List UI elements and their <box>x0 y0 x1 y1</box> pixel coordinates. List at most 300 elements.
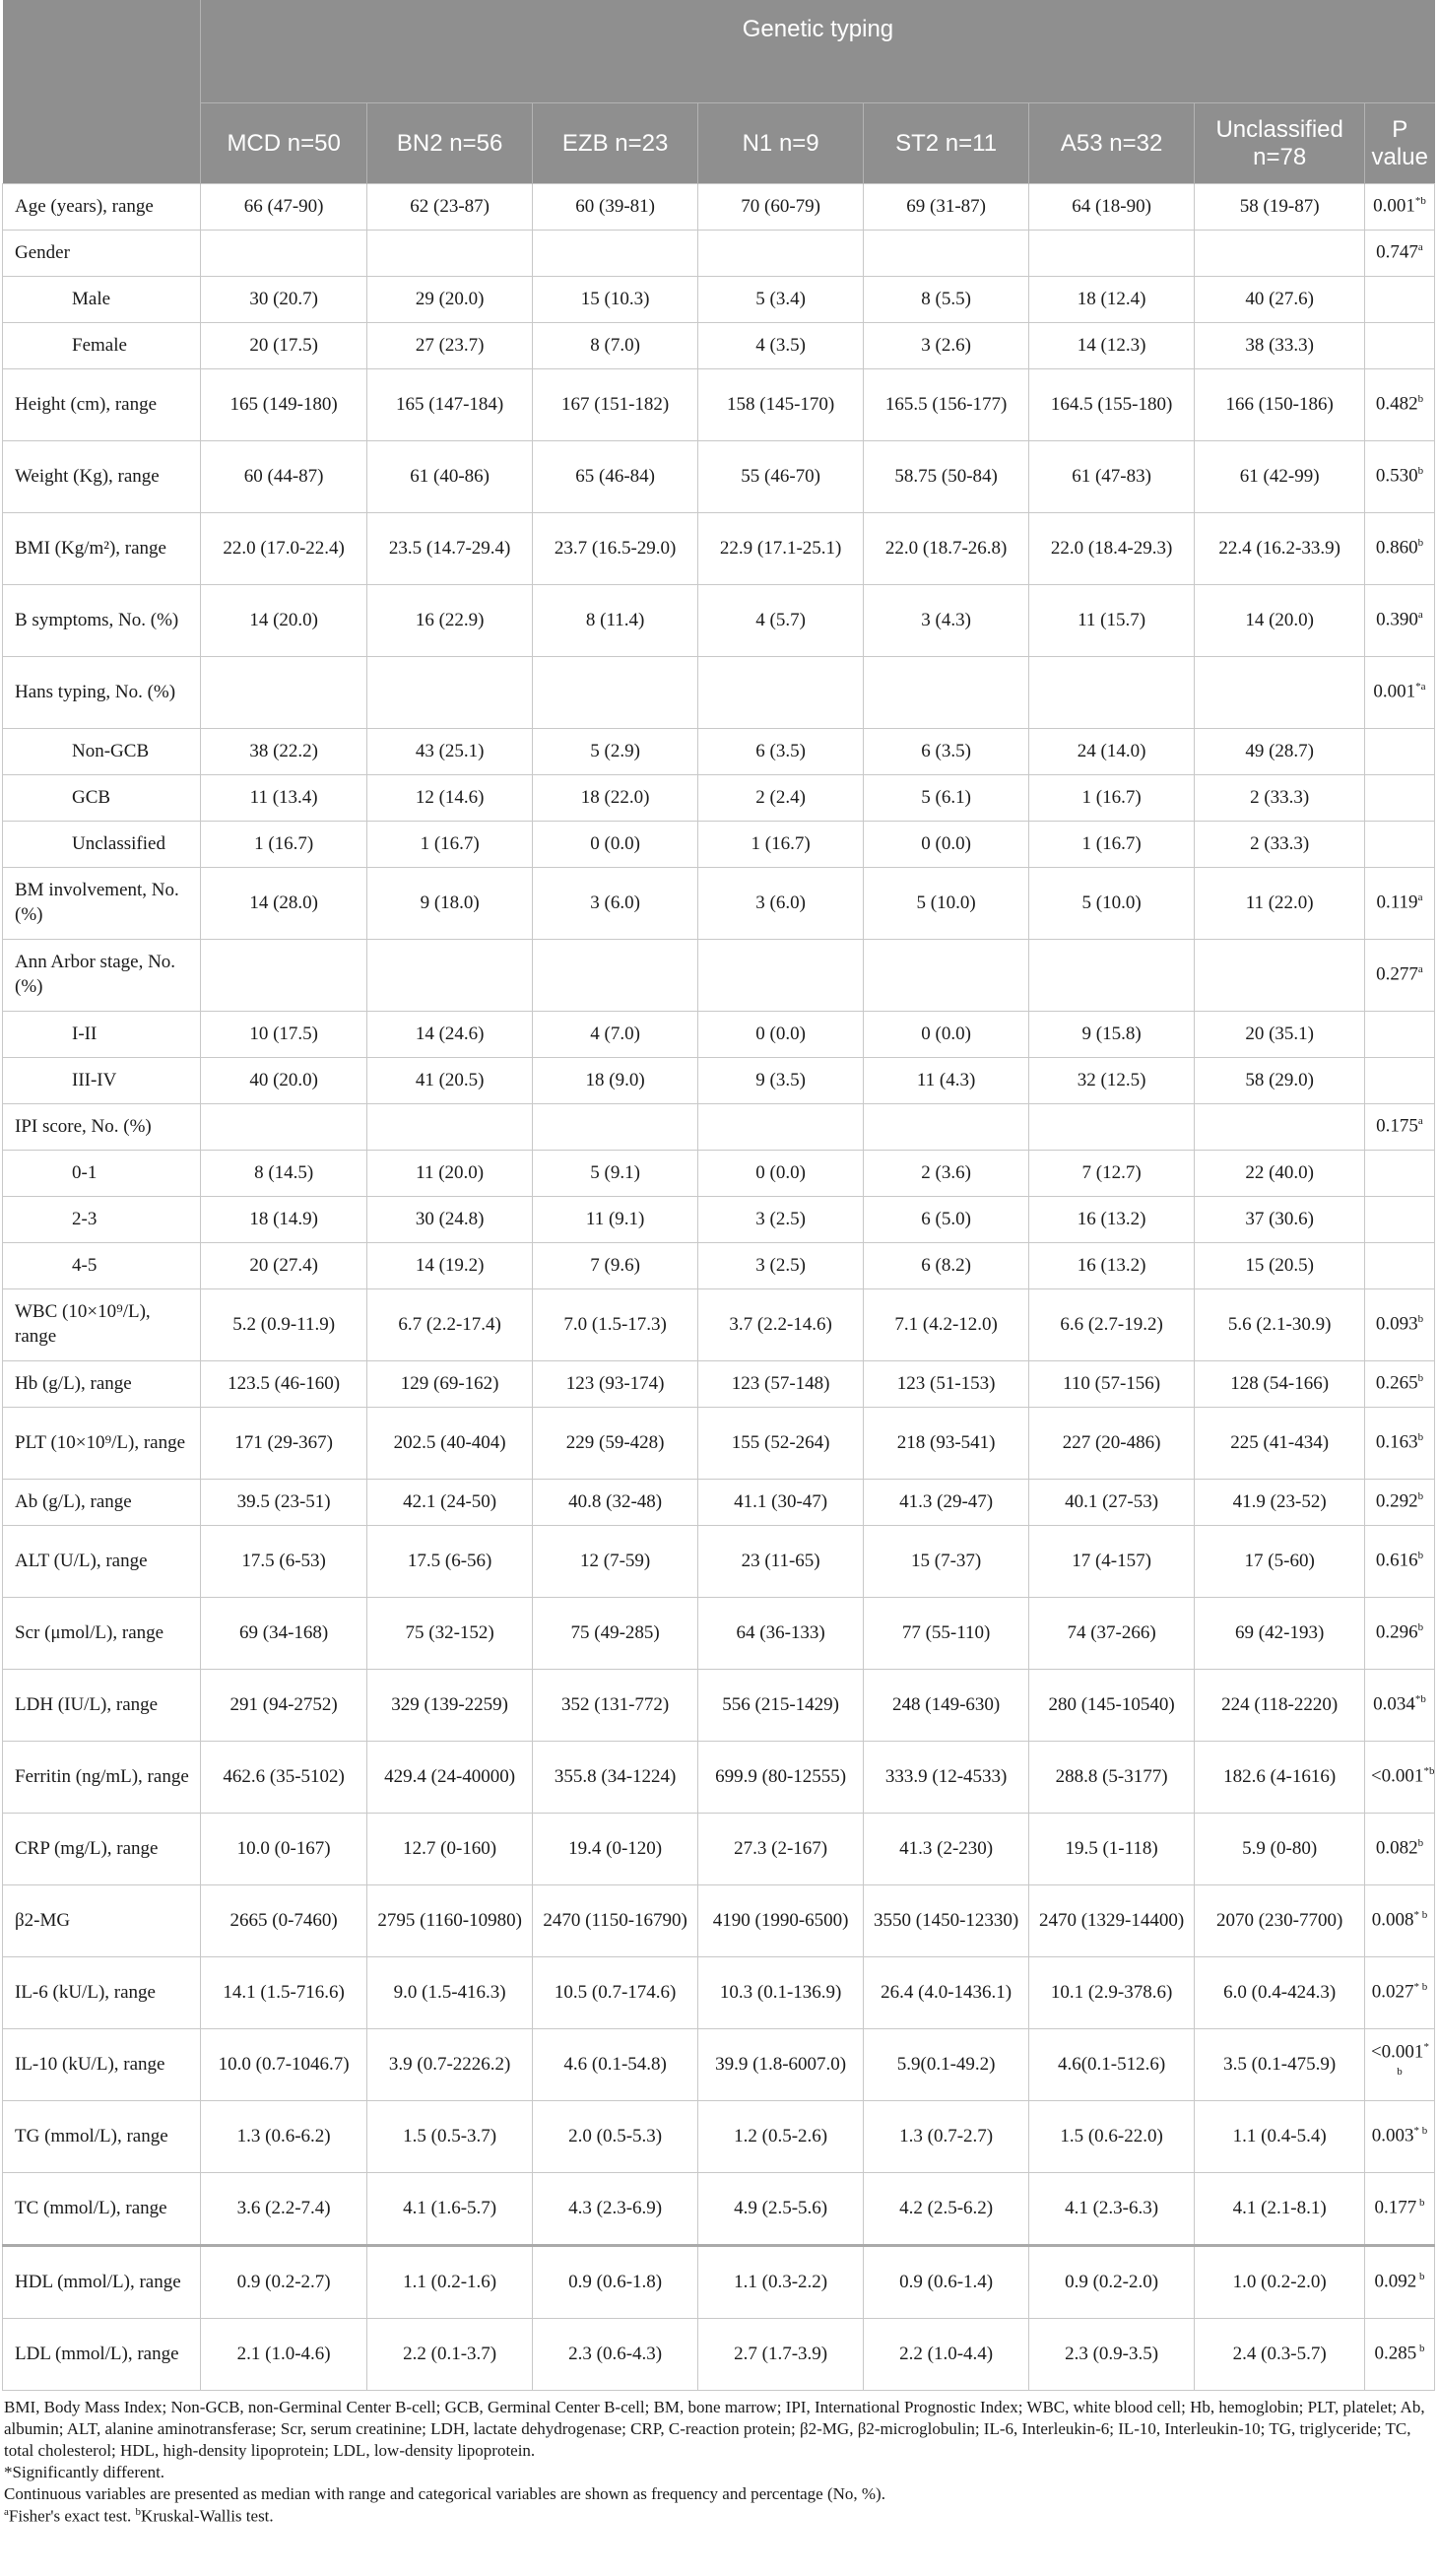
p-value-superscript: b <box>1417 393 1424 406</box>
table-cell: 22.9 (17.1-25.1) <box>697 513 864 585</box>
table-cell: 32 (12.5) <box>1028 1058 1195 1104</box>
table-row <box>3 1526 1435 1598</box>
footnote-fisher: Fisher's exact test. <box>8 2507 136 2527</box>
table-cell: 58.75 (50-84) <box>864 441 1028 513</box>
table-cell: 128 (54-166) <box>1195 1361 1365 1408</box>
table-cell: 0.9 (0.6-1.4) <box>864 2246 1028 2319</box>
table-cell <box>1028 1104 1195 1151</box>
p-value-cell <box>1364 1408 1434 1480</box>
table-cell: 20 (17.5) <box>201 323 367 369</box>
table-cell: 1.3 (0.6-6.2) <box>201 2101 367 2173</box>
row-label: 0-1 <box>3 1151 201 1197</box>
table-row <box>3 1361 1435 1408</box>
table-cell: 4 (7.0) <box>533 1012 697 1058</box>
row-label: Unclassified <box>3 822 201 868</box>
table-cell <box>1028 657 1195 729</box>
row-label: HDL (mmol/L), range <box>3 2246 201 2319</box>
table-cell: 15 (7-37) <box>864 1526 1028 1598</box>
table-cell: 64 (36-133) <box>697 1598 864 1670</box>
footnote-mark-b: b <box>135 2506 142 2519</box>
table-cell: 7.1 (4.2-12.0) <box>864 1289 1028 1361</box>
table-cell: 227 (20-486) <box>1028 1408 1195 1480</box>
table-cell: 23.5 (14.7-29.4) <box>366 513 533 585</box>
table-cell: 123 (51-153) <box>864 1361 1028 1408</box>
table-cell: 4.2 (2.5-6.2) <box>864 2173 1028 2246</box>
table-cell: 10.3 (0.1-136.9) <box>697 1957 864 2029</box>
row-label: Gender <box>3 231 201 277</box>
p-value-cell <box>1364 1670 1434 1742</box>
p-value-superscript: b <box>1417 1550 1424 1562</box>
table-cell: 22 (40.0) <box>1195 1151 1365 1197</box>
table-cell: 69 (42-193) <box>1195 1598 1365 1670</box>
table-row <box>3 2246 1435 2319</box>
table-cell: 2.2 (1.0-4.4) <box>864 2319 1028 2391</box>
p-value: 0.296 <box>1375 1621 1418 1643</box>
p-value: 0.277 <box>1376 963 1418 985</box>
table-cell: 16 (22.9) <box>366 585 533 657</box>
table-cell: 60 (39-81) <box>533 184 697 231</box>
row-label: Age (years), range <box>3 184 201 231</box>
genetic-typing-table <box>2 0 1435 2391</box>
table-cell: 229 (59-428) <box>533 1408 697 1480</box>
table-cell: 6.6 (2.7-19.2) <box>1028 1289 1195 1361</box>
p-value-cell <box>1364 277 1434 323</box>
table-cell: 14 (19.2) <box>366 1243 533 1289</box>
table-cell: 248 (149-630) <box>864 1670 1028 1742</box>
table-cell: 39.9 (1.8-6007.0) <box>697 2029 864 2101</box>
table-cell <box>1195 1104 1365 1151</box>
table-cell <box>1028 231 1195 277</box>
table-cell: 11 (20.0) <box>366 1151 533 1197</box>
table-cell: 3550 (1450-12330) <box>864 1885 1028 1957</box>
table-cell: 10.1 (2.9-378.6) <box>1028 1957 1195 2029</box>
table-cell: 22.4 (16.2-33.9) <box>1195 513 1365 585</box>
table-cell <box>864 1104 1028 1151</box>
row-label: WBC (10×10⁹/L), range <box>3 1289 201 1361</box>
p-value: 0.008 <box>1371 1909 1414 1931</box>
table-cell: 9 (18.0) <box>366 868 533 940</box>
table-row <box>3 2319 1435 2391</box>
table-cell: 123 (93-174) <box>533 1361 697 1408</box>
table-row <box>3 2101 1435 2173</box>
table-row <box>3 729 1435 775</box>
p-value: 0.616 <box>1375 1550 1418 1571</box>
table-cell: 2665 (0-7460) <box>201 1885 367 1957</box>
p-value: 0.001 <box>1373 195 1415 217</box>
table-cell <box>864 940 1028 1012</box>
p-value: 0.092 <box>1374 2271 1417 2292</box>
table-row <box>3 1058 1435 1104</box>
p-value: 0.027 <box>1371 1981 1414 2003</box>
table-cell: 8 (14.5) <box>201 1151 367 1197</box>
table-cell <box>697 940 864 1012</box>
table-cell: 24 (14.0) <box>1028 729 1195 775</box>
table-cell <box>366 940 533 1012</box>
table-cell: 1.3 (0.7-2.7) <box>864 2101 1028 2173</box>
table-body <box>3 184 1435 2391</box>
table-cell: 4.6(0.1-512.6) <box>1028 2029 1195 2101</box>
table-cell <box>201 231 367 277</box>
p-value: 0.034 <box>1373 1693 1415 1715</box>
table-row <box>3 1814 1435 1885</box>
table-cell: 2070 (230-7700) <box>1195 1885 1365 1957</box>
table-cell: 5 (10.0) <box>864 868 1028 940</box>
table-row <box>3 1151 1435 1197</box>
table-cell: 0.9 (0.2-2.0) <box>1028 2246 1195 2319</box>
table-cell: 4 (3.5) <box>697 323 864 369</box>
p-value: <0.001 <box>1370 1765 1424 1787</box>
table-cell: 12 (14.6) <box>366 775 533 822</box>
table-row <box>3 1598 1435 1670</box>
table-cell: 202.5 (40-404) <box>366 1408 533 1480</box>
row-label: Hb (g/L), range <box>3 1361 201 1408</box>
table-cell: 429.4 (24-40000) <box>366 1742 533 1814</box>
table-row <box>3 1957 1435 2029</box>
table-cell: 12 (7-59) <box>533 1526 697 1598</box>
table-row <box>3 1742 1435 1814</box>
table-cell: 129 (69-162) <box>366 1361 533 1408</box>
table-cell: 4.1 (1.6-5.7) <box>366 2173 533 2246</box>
table-cell: 69 (31-87) <box>864 184 1028 231</box>
table-cell: 2.3 (0.9-3.5) <box>1028 2319 1195 2391</box>
table-cell: 1 (16.7) <box>1028 775 1195 822</box>
table-cell: 17.5 (6-56) <box>366 1526 533 1598</box>
table-cell: 18 (12.4) <box>1028 277 1195 323</box>
table-cell: 218 (93-541) <box>864 1408 1028 1480</box>
row-label: TG (mmol/L), range <box>3 2101 201 2173</box>
table-cell <box>533 657 697 729</box>
column-header: BN2 n=56 <box>366 103 533 184</box>
table-cell: 155 (52-264) <box>697 1408 864 1480</box>
p-value-cell <box>1364 1012 1434 1058</box>
table-cell: 167 (151-182) <box>533 369 697 441</box>
table-header <box>3 0 1435 184</box>
table-row <box>3 369 1435 441</box>
p-value-cell <box>1364 369 1434 441</box>
table-cell: 1 (16.7) <box>366 822 533 868</box>
table-cell: 38 (33.3) <box>1195 323 1365 369</box>
table-cell: 0 (0.0) <box>697 1151 864 1197</box>
table-cell: 40.8 (32-48) <box>533 1480 697 1526</box>
table-cell: 3.9 (0.7-2226.2) <box>366 2029 533 2101</box>
table-row <box>3 323 1435 369</box>
table-row <box>3 441 1435 513</box>
row-label: IL-6 (kU/L), range <box>3 1957 201 2029</box>
table-row <box>3 2029 1435 2101</box>
p-value-cell <box>1364 775 1434 822</box>
table-cell: 11 (15.7) <box>1028 585 1195 657</box>
table-row <box>3 1885 1435 1957</box>
table-cell <box>366 657 533 729</box>
table-cell: 23 (11-65) <box>697 1526 864 1598</box>
table-cell: 329 (139-2259) <box>366 1670 533 1742</box>
row-label: I-II <box>3 1012 201 1058</box>
table-cell: 20 (27.4) <box>201 1243 367 1289</box>
row-label: IPI score, No. (%) <box>3 1104 201 1151</box>
table-cell: 352 (131-772) <box>533 1670 697 1742</box>
table-cell: 30 (20.7) <box>201 277 367 323</box>
table-cell: 9 (3.5) <box>697 1058 864 1104</box>
table-cell: 30 (24.8) <box>366 1197 533 1243</box>
table-cell: 4.9 (2.5-5.6) <box>697 2173 864 2246</box>
table-cell <box>533 231 697 277</box>
p-value-cell <box>1364 2173 1434 2246</box>
row-label: Hans typing, No. (%) <box>3 657 201 729</box>
table-cell: 166 (150-186) <box>1195 369 1365 441</box>
table-cell: 171 (29-367) <box>201 1408 367 1480</box>
table-cell: 3 (6.0) <box>533 868 697 940</box>
p-value-cell <box>1364 1742 1434 1814</box>
table-cell: 2.0 (0.5-5.3) <box>533 2101 697 2173</box>
p-value-superscript: b <box>1417 1372 1424 1385</box>
table-cell: 7.0 (1.5-17.3) <box>533 1289 697 1361</box>
table-cell: 3 (6.0) <box>697 868 864 940</box>
table-cell: 27.3 (2-167) <box>697 1814 864 1885</box>
table-cell: 4 (5.7) <box>697 585 864 657</box>
p-value-cell <box>1364 2101 1434 2173</box>
p-value-superscript: a <box>1417 1115 1423 1128</box>
p-value-cell <box>1364 1289 1434 1361</box>
table-cell: 75 (49-285) <box>533 1598 697 1670</box>
table-cell: 182.6 (4-1616) <box>1195 1742 1365 1814</box>
table-cell <box>697 1104 864 1151</box>
table-cell: 11 (4.3) <box>864 1058 1028 1104</box>
p-value-cell <box>1364 2319 1434 2391</box>
table-cell: 19.5 (1-118) <box>1028 1814 1195 1885</box>
table-cell: 1.1 (0.4-5.4) <box>1195 2101 1365 2173</box>
table-cell <box>864 231 1028 277</box>
table-row <box>3 513 1435 585</box>
table-cell: 23.7 (16.5-29.0) <box>533 513 697 585</box>
p-value: 0.530 <box>1375 465 1418 487</box>
table-cell: 40 (27.6) <box>1195 277 1365 323</box>
table-cell <box>697 231 864 277</box>
table-cell: 40.1 (27-53) <box>1028 1480 1195 1526</box>
p-value-cell <box>1364 2246 1434 2319</box>
p-value: 0.860 <box>1375 537 1418 559</box>
p-value: 0.285 <box>1374 2343 1417 2364</box>
table-row <box>3 184 1435 231</box>
p-value-superscript: a <box>1417 963 1423 976</box>
p-value-cell <box>1364 513 1434 585</box>
table-cell: 58 (29.0) <box>1195 1058 1365 1104</box>
table-cell <box>1028 940 1195 1012</box>
table-cell: 158 (145-170) <box>697 369 864 441</box>
table-cell: 3.6 (2.2-7.4) <box>201 2173 367 2246</box>
column-header: P value <box>1364 103 1434 184</box>
table-cell: 3 (2.6) <box>864 323 1028 369</box>
table-cell: 27 (23.7) <box>366 323 533 369</box>
p-value-superscript: a <box>1417 609 1423 622</box>
p-value-cell <box>1364 323 1434 369</box>
table-cell: 6 (3.5) <box>864 729 1028 775</box>
table-row <box>3 277 1435 323</box>
table-cell: 49 (28.7) <box>1195 729 1365 775</box>
table-cell: 41.1 (30-47) <box>697 1480 864 1526</box>
row-label: Ferritin (ng/mL), range <box>3 1742 201 1814</box>
table-row <box>3 775 1435 822</box>
table-row <box>3 1104 1435 1151</box>
table-cell: 1.1 (0.2-1.6) <box>366 2246 533 2319</box>
p-value: 0.390 <box>1376 609 1418 630</box>
row-label: GCB <box>3 775 201 822</box>
table-cell: 2.3 (0.6-4.3) <box>533 2319 697 2391</box>
table-cell: 4.1 (2.3-6.3) <box>1028 2173 1195 2246</box>
table-cell: 17 (4-157) <box>1028 1526 1195 1598</box>
table-cell: 355.8 (34-1224) <box>533 1742 697 1814</box>
row-label: Non-GCB <box>3 729 201 775</box>
column-header: EZB n=23 <box>533 103 697 184</box>
table-row <box>3 868 1435 940</box>
p-value-cell <box>1364 231 1434 277</box>
table-cell: 225 (41-434) <box>1195 1408 1365 1480</box>
table-cell: 5 (3.4) <box>697 277 864 323</box>
p-value-superscript: * b <box>1413 1909 1428 1922</box>
column-header: N1 n=9 <box>697 103 864 184</box>
row-label: BMI (Kg/m²), range <box>3 513 201 585</box>
table-cell: 9 (15.8) <box>1028 1012 1195 1058</box>
table-cell: 26.4 (4.0-1436.1) <box>864 1957 1028 2029</box>
table-cell: 11 (22.0) <box>1195 868 1365 940</box>
table-cell: 123 (57-148) <box>697 1361 864 1408</box>
p-value-cell <box>1364 1243 1434 1289</box>
table-cell: 70 (60-79) <box>697 184 864 231</box>
table-cell: 165.5 (156-177) <box>864 369 1028 441</box>
table-cell: 61 (47-83) <box>1028 441 1195 513</box>
table-row <box>3 1012 1435 1058</box>
p-value-cell <box>1364 1957 1434 2029</box>
p-value-superscript: *a <box>1415 681 1426 694</box>
row-label: Height (cm), range <box>3 369 201 441</box>
p-value-cell <box>1364 822 1434 868</box>
column-header: Unclassified n=78 <box>1195 103 1365 184</box>
p-value: 0.747 <box>1376 241 1418 263</box>
table-cell: 2 (2.4) <box>697 775 864 822</box>
table-cell: 37 (30.6) <box>1195 1197 1365 1243</box>
p-value-superscript: b <box>1416 2343 1425 2355</box>
header-corner <box>3 0 201 184</box>
p-value: 0.093 <box>1375 1313 1418 1335</box>
table-cell: 462.6 (35-5102) <box>201 1742 367 1814</box>
table-cell: 41.9 (23-52) <box>1195 1480 1365 1526</box>
table-cell <box>533 940 697 1012</box>
p-value: 0.119 <box>1376 892 1418 913</box>
p-value-superscript: b <box>1416 2197 1425 2210</box>
table-cell: 42.1 (24-50) <box>366 1480 533 1526</box>
table-cell: 22.0 (18.7-26.8) <box>864 513 1028 585</box>
p-value-cell <box>1364 585 1434 657</box>
table-cell: 6 (3.5) <box>697 729 864 775</box>
table-cell: 17 (5-60) <box>1195 1526 1365 1598</box>
p-value: <0.001 <box>1370 2041 1424 2063</box>
table-cell: 333.9 (12-4533) <box>864 1742 1028 1814</box>
table-cell: 19.4 (0-120) <box>533 1814 697 1885</box>
table-cell: 4.6 (0.1-54.8) <box>533 2029 697 2101</box>
p-value-cell <box>1364 1058 1434 1104</box>
p-value-cell <box>1364 729 1434 775</box>
table-cell: 22.0 (18.4-29.3) <box>1028 513 1195 585</box>
column-header: A53 n=32 <box>1028 103 1195 184</box>
table-cell: 14 (24.6) <box>366 1012 533 1058</box>
table-row <box>3 1670 1435 1742</box>
table-cell: 6.7 (2.2-17.4) <box>366 1289 533 1361</box>
row-label: Scr (μmol/L), range <box>3 1598 201 1670</box>
table-cell: 280 (145-10540) <box>1028 1670 1195 1742</box>
p-value-cell <box>1364 940 1434 1012</box>
table-cell: 5.2 (0.9-11.9) <box>201 1289 367 1361</box>
table-row <box>3 585 1435 657</box>
table-cell <box>697 657 864 729</box>
table-cell: 1 (16.7) <box>1028 822 1195 868</box>
table-cell: 123.5 (46-160) <box>201 1361 367 1408</box>
table-cell: 18 (22.0) <box>533 775 697 822</box>
table-cell: 14 (28.0) <box>201 868 367 940</box>
row-label: 4-5 <box>3 1243 201 1289</box>
table-cell: 14 (20.0) <box>201 585 367 657</box>
p-value-superscript: b <box>1417 1621 1424 1634</box>
p-value-cell <box>1364 184 1434 231</box>
row-label: B symptoms, No. (%) <box>3 585 201 657</box>
table-footnotes <box>0 2391 1436 2528</box>
table-cell: 8 (5.5) <box>864 277 1028 323</box>
table-cell: 5 (10.0) <box>1028 868 1195 940</box>
p-value-superscript: b <box>1417 1490 1424 1503</box>
row-label: III-IV <box>3 1058 201 1104</box>
table-cell: 4.3 (2.3-6.9) <box>533 2173 697 2246</box>
table-row <box>3 822 1435 868</box>
table-cell: 5.6 (2.1-30.9) <box>1195 1289 1365 1361</box>
table-row <box>3 1408 1435 1480</box>
p-value: 0.163 <box>1375 1431 1418 1453</box>
p-value: 0.265 <box>1375 1372 1418 1394</box>
table-cell <box>1195 231 1365 277</box>
table-row <box>3 940 1435 1012</box>
table-cell: 3.7 (2.2-14.6) <box>697 1289 864 1361</box>
table-cell: 0 (0.0) <box>697 1012 864 1058</box>
p-value-superscript: b <box>1417 465 1424 478</box>
p-value-cell <box>1364 868 1434 940</box>
footnote-abbreviations: BMI, Body Mass Index; Non-GCB, non-Germinal Center B-cell; GCB, Germinal Center B-cell; BM, bone marrow; IPI, International Prognostic Index; WBC, white blood cell; Hb, hemoglobin; PLT, platelet; Ab, albumin; ALT, alanine aminotransferase; Scr, serum creatinine; LDH, lactate dehydrogenase; CRP, C-reaction protein; β2-MG, β2-microglobulin; IL-6, Interleukin-6; IL-10, Interleukin-10; TG, triglyceride; TC, total cholesterol; HDL, high-density lipoprotein; LDL, low-density lipoprotein. <box>4 2398 1425 2461</box>
table-cell: 58 (19-87) <box>1195 184 1365 231</box>
row-label: IL-10 (kU/L), range <box>3 2029 201 2101</box>
table-cell: 0 (0.0) <box>533 822 697 868</box>
table-cell: 7 (9.6) <box>533 1243 697 1289</box>
table-cell: 61 (40-86) <box>366 441 533 513</box>
table-cell <box>366 1104 533 1151</box>
row-label: Male <box>3 277 201 323</box>
footnote-continuous: Continuous variables are presented as median with range and categorical variables are shown as frequency and percentage (No, %). <box>4 2484 885 2504</box>
table-cell: 9.0 (1.5-416.3) <box>366 1957 533 2029</box>
row-label: β2-MG <box>3 1885 201 1957</box>
table-cell <box>1195 657 1365 729</box>
table-cell: 2470 (1150-16790) <box>533 1885 697 1957</box>
table-cell: 6.0 (0.4-424.3) <box>1195 1957 1365 2029</box>
p-value-cell <box>1364 1361 1434 1408</box>
table-row <box>3 1480 1435 1526</box>
table-cell: 55 (46-70) <box>697 441 864 513</box>
table-cell: 69 (34-168) <box>201 1598 367 1670</box>
p-value-superscript: b <box>1417 1313 1424 1326</box>
p-value-superscript: b <box>1417 1431 1424 1444</box>
p-value-cell <box>1364 1151 1434 1197</box>
table-cell: 110 (57-156) <box>1028 1361 1195 1408</box>
table-cell: 22.0 (17.0-22.4) <box>201 513 367 585</box>
table-cell: 17.5 (6-53) <box>201 1526 367 1598</box>
table-cell: 41 (20.5) <box>366 1058 533 1104</box>
table-cell: 2 (33.3) <box>1195 775 1365 822</box>
p-value-cell <box>1364 441 1434 513</box>
row-label: LDH (IU/L), range <box>3 1670 201 1742</box>
